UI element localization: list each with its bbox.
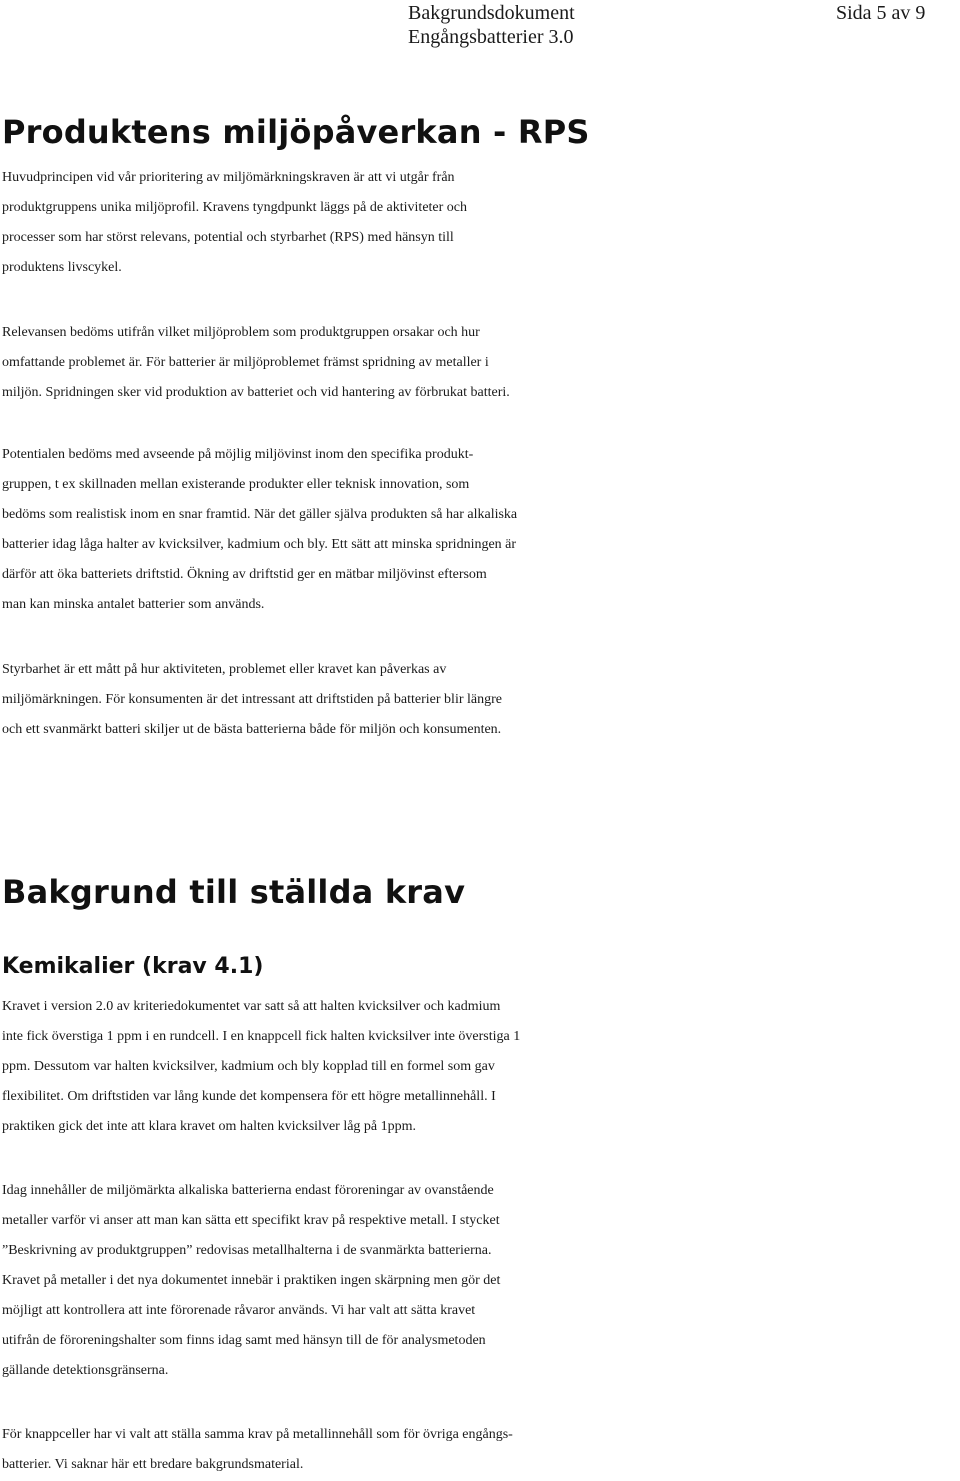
paragraph-knappceller [2,1420,960,1480]
text-line: Huvudprincipen vid vår prioritering av miljömärkningskraven är att vi utgår från [2,170,455,185]
text-line: och ett svanmärkt batteri skiljer ut de bästa batterierna både för miljön och konsumenten. [2,722,502,737]
text-line: För knappceller har vi valt att ställa samma krav på metallinnehåll som för övriga engångs- [2,1427,513,1442]
header-doc-type: Bakgrundsdokument [408,2,575,24]
text-line: gällande detektionsgränserna. [2,1363,169,1378]
paragraph-idag [2,1176,960,1386]
text-line: man kan minska antalet batterier som används. [2,597,265,612]
paragraph-relevans [2,318,960,408]
text-line: Relevansen bedöms utifrån vilket miljöproblem som produktgruppen orsakar och hur [2,325,480,340]
text-line: inte fick överstiga 1 ppm i en rundcell. I en knappcell fick halten kvicksilver inte överstiga 1 [2,1029,521,1044]
header-doc-name: Engångsbatterier 3.0 [408,26,574,48]
text-line: möjligt att kontrollera att inte förorenade råvaror används. Vi har valt att sätta kravet [2,1303,476,1318]
paragraph-intro [2,163,960,283]
subsection-title-kemikalier: Kemikalier (krav 4.1) [2,954,264,979]
text-line: batterier idag låga halter av kvicksilver, kadmium och bly. Ett sätt att minska spridningen är [2,537,517,552]
text-line: produktens livscykel. [2,260,122,275]
text-line: produktgruppens unika miljöprofil. Kravens tyngdpunkt läggs på de aktiviteter och [2,200,468,215]
text-line: utifrån de föroreningshalter som finns idag samt med hänsyn till de för analysmetoden [2,1333,486,1348]
text-line: Potentialen bedöms med avseende på möjlig miljövinst inom den specifika produkt- [2,447,474,462]
text-line: därför att öka batteriets driftstid. Ökning av driftstid ger en mätbar miljövinst eftersom [2,567,487,582]
text-line: ”Beskrivning av produktgruppen” redovisas metallhalterna i de svanmärkta batterierna. [2,1243,492,1258]
text-line: Kravet på metaller i det nya dokumentet innebär i praktiken ingen skärpning men gör det [2,1273,501,1288]
text-line: Kravet i version 2.0 av kriteriedokumentet var satt så att halten kvicksilver och kadmium [2,999,501,1014]
paragraph-kravet-version [2,992,960,1142]
text-line: miljön. Spridningen sker vid produktion av batteriet och vid hantering av förbrukat batteri. [2,385,510,400]
text-line: omfattande problemet är. För batterier är miljöproblemet främst spridning av metaller i [2,355,489,370]
text-line: gruppen, t ex skillnaden mellan existerande produkter eller teknisk innovation, som [2,477,470,492]
paragraph-styrbarhet [2,655,960,745]
text-line: metaller varför vi anser att man kan sätta ett specifikt krav på respektive metall. I stycket [2,1213,500,1228]
text-line: miljömärkningen. För konsumenten är det intressant att driftstiden på batterier blir längre [2,692,502,707]
text-line: processer som har störst relevans, potential och styrbarhet (RPS) med hänsyn till [2,230,454,245]
text-line: praktiken gick det inte att klara kravet om halten kvicksilver låg på 1ppm. [2,1119,417,1134]
text-line: batterier. Vi saknar här ett bredare bakgrundsmaterial. [2,1457,304,1472]
text-line: bedöms som realistisk inom en snar framtid. När det gäller själva produkten så har alkaliska [2,507,518,522]
text-line: flexibilitet. Om driftstiden var lång kunde det kompensera för ett högre metallinnehåll. I [2,1089,496,1104]
text-line: ppm. Dessutom var halten kvicksilver, kadmium och bly kopplad till en formel som gav [2,1059,495,1074]
text-line: Styrbarhet är ett mått på hur aktiviteten, problemet eller kravet kan påverkas av [2,662,447,677]
section-title-rps: Produktens miljöpåverkan - RPS [2,113,590,151]
paragraph-potential [2,440,960,620]
header-page-number: Sida 5 av 9 [836,2,926,24]
section-title-bakgrund: Bakgrund till ställda krav [2,873,466,911]
text-line: Idag innehåller de miljömärkta alkaliska batterierna endast föroreningar av ovanstående [2,1183,494,1198]
